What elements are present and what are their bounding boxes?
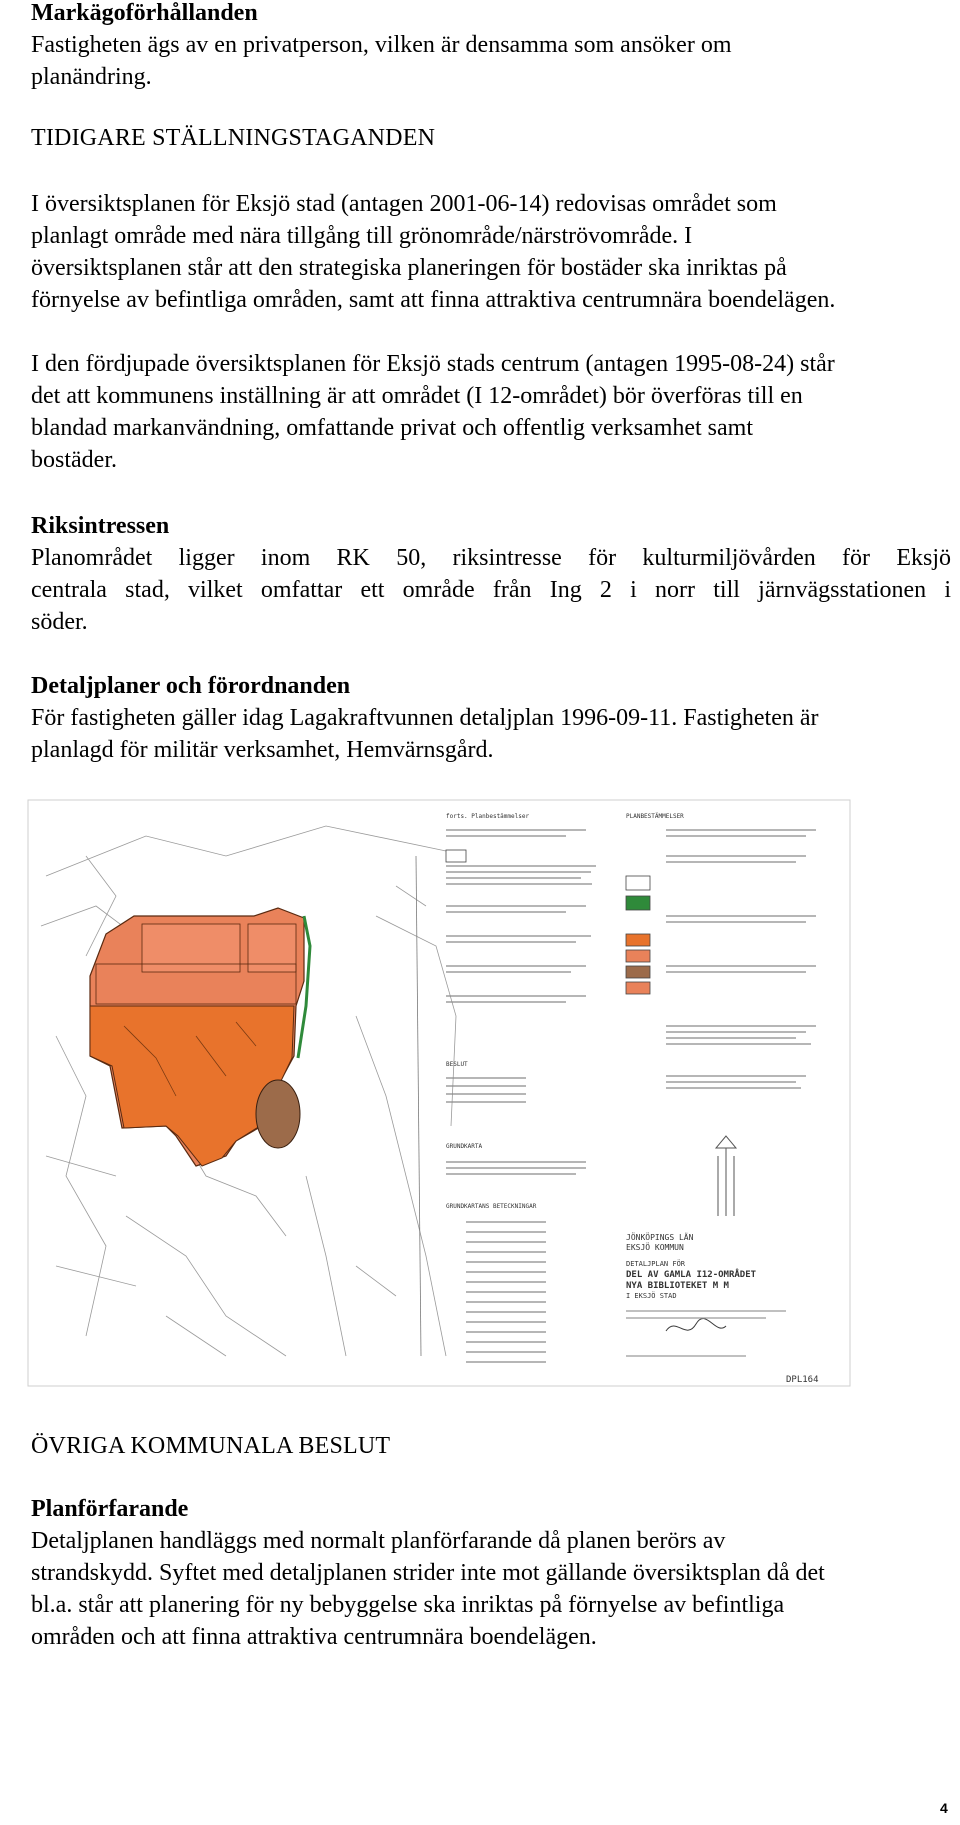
text-line: planändring. xyxy=(31,64,152,90)
paragraph-fordjupade-oversiktsplan xyxy=(31,348,960,476)
text-line: blandad markanvändning, omfattande privat och offentlig verksamhet samt xyxy=(31,415,754,441)
text-line: förnyelse av befintliga områden, samt att finna attraktiva centrumnära boendelägen. xyxy=(31,287,836,313)
heading-planforfarande: Planförfarande xyxy=(31,1496,189,1522)
paragraph-oversiktsplan xyxy=(31,188,960,316)
paragraph-detaljplaner xyxy=(31,702,960,766)
legend-right-header: PLANBESTÄMMELSER xyxy=(626,813,684,820)
text-line: För fastigheten gäller idag Lagakraftvunnen detaljplan 1996-09-11. Fastigheten är xyxy=(31,705,819,731)
page-number: 4 xyxy=(940,1800,948,1816)
text-line: översiktsplanen står att den strategiska planeringen för bostäder ska inriktas på xyxy=(31,255,787,281)
text-line: I den fördjupade översiktsplanen för Eksjö stads centrum (antagen 1995-08-24) står xyxy=(31,351,835,377)
text-line: I översiktsplanen för Eksjö stad (antagen 2001-06-14) redovisas området som xyxy=(31,191,777,217)
title-block-line: DEL AV GAMLA I12-OMRÅDET xyxy=(626,1270,757,1280)
heading-markagoforhallanden: Markägoförhållanden xyxy=(31,0,258,26)
heading-riksintressen: Riksintressen xyxy=(31,513,170,539)
beslut-label: BESLUT xyxy=(446,1061,468,1068)
detail-plan-map xyxy=(26,796,854,1396)
text-line: bl.a. står att planering för ny bebyggelse ska inriktas på förnyelse av befintliga xyxy=(31,1592,785,1618)
text-line: bostäder. xyxy=(31,447,117,473)
heading-tidigare-stallningstaganden: TIDIGARE STÄLLNINGSTAGANDEN xyxy=(31,125,436,151)
text-line: planlagt område med nära tillgång till grönområde/närströvområde. I xyxy=(31,223,693,249)
paragraph-riksintressen xyxy=(31,542,951,638)
text-line: områden och att finna attraktiva centrumnära boendelägen. xyxy=(31,1624,597,1650)
grundkartans-label: GRUNDKARTANS BETECKNINGAR xyxy=(446,1203,537,1210)
text-line: strandskydd. Syftet med detaljplanen strider inte mot gällande översiktsplan då det xyxy=(31,1560,825,1586)
text-line: planlagd för militär verksamhet, Hemvärnsgård. xyxy=(31,737,494,763)
text-line: söder. xyxy=(31,609,88,635)
paragraph-markagoforhallanden xyxy=(31,29,960,93)
title-block-line: EKSJÖ KOMMUN xyxy=(626,1243,684,1252)
grundkarta-label: GRUNDKARTA xyxy=(446,1143,483,1150)
text-line: Fastigheten ägs av en privatperson, vilken är densamma som ansöker om xyxy=(31,32,732,58)
legend-left-header: forts. Planbestämmelser xyxy=(446,813,530,820)
title-block-line: JÖNKÖPINGS LÄN xyxy=(626,1233,694,1242)
heading-ovriga-kommunala-beslut: ÖVRIGA KOMMUNALA BESLUT xyxy=(31,1433,391,1459)
text-line: Detaljplanen handläggs med normalt planförfarande då planen berörs av xyxy=(31,1528,726,1554)
plan-id-label: DPL164 xyxy=(786,1375,819,1385)
title-block-line: DETALJPLAN FÖR xyxy=(626,1260,686,1268)
text-line: Planområdet ligger inom RK 50, riksintresse för kulturmiljövården för Eksjö xyxy=(31,545,951,571)
plan-area xyxy=(90,908,310,1166)
text-line: centrala stad, vilket omfattar ett område från Ing 2 i norr till järnvägsstationen i xyxy=(31,577,951,603)
heading-detaljplaner: Detaljplaner och förordnanden xyxy=(31,673,351,699)
text-line: det att kommunens inställning är att området (I 12-området) bör överföras till en xyxy=(31,383,803,409)
title-block-line: NYA BIBLIOTEKET M M xyxy=(626,1281,729,1291)
paragraph-planforfarande xyxy=(31,1525,960,1653)
title-block-line: I EKSJÖ STAD xyxy=(626,1292,677,1300)
